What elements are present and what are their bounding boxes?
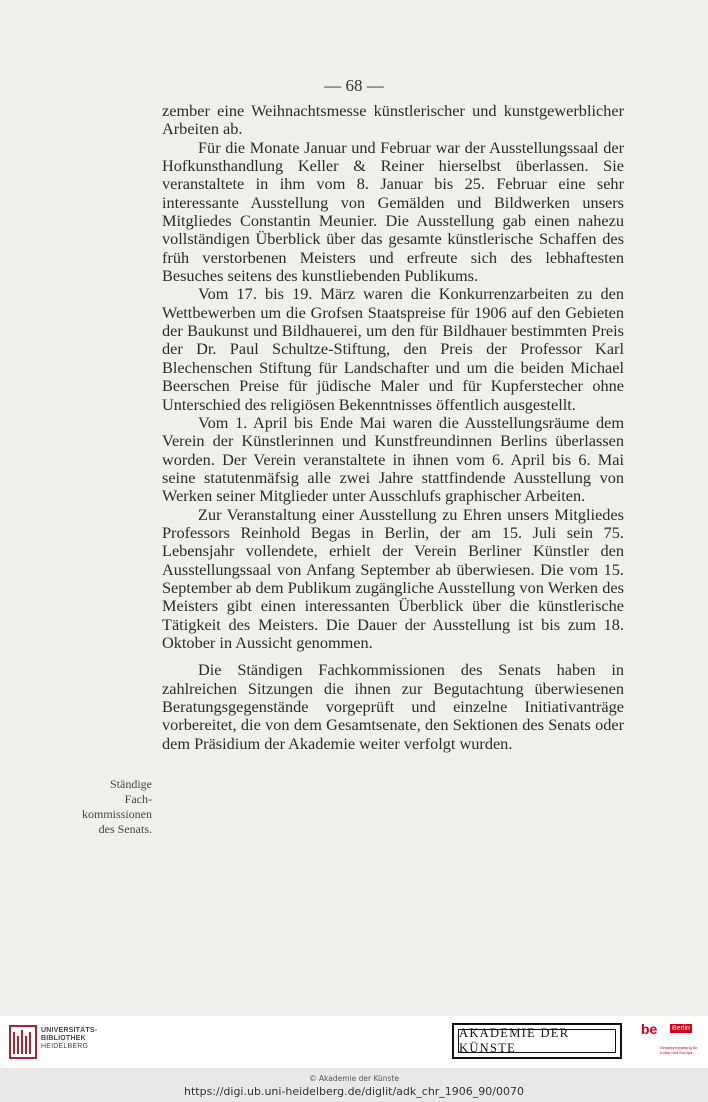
adk-logo[interactable]: [452, 1023, 622, 1059]
margin-note-line: des Senats.: [98, 822, 152, 836]
paragraph: Vom 1. April bis Ende Mai waren die Ausstellungsräume dem Verein der Künstlerinnen und Kunstfreundinnen Berlins überlassen worden. Der Verein veranstaltete in ihnen vom 6. April bis 6. Mai seine statutenmäfsig alle zwei Jahre stattfindende Ausstellung von Werken seiner Mitglieder unter Ausschlufs graphischer Arbeiten.: [162, 412, 624, 506]
paragraph: Zur Veranstaltung einer Ausstellung zu Ehren unsers Mitgliedes Professors Reinhold Begas in Berlin, der am 15. Juli sein 75. Lebensjahr vollendete, erhielt der Verein Berliner Künstler den Ausstellungssaal von Anfang September ab überwiesen. Die vom 15. September ab dem Publikum zugängliche Ausstellung von Werken des Meisters gibt einen interessanten Überblick über die künstlerische Tätigkeit des Meisters. Die Dauer der Ausstellung ist bis zum 18. Oktober in Aussicht genommen.: [162, 504, 624, 652]
permalink-url[interactable]: https://digi.ub.uni-heidelberg.de/diglit/adk_chr_1906_90/0070: [183, 1085, 525, 1098]
body-text: [162, 102, 624, 753]
margin-note-line: kommissionen: [81, 807, 152, 821]
ub-logo-line: UNIVERSITÄTS-: [41, 1027, 98, 1034]
paragraph: Für die Monate Januar und Februar war der Ausstellungssaal der Hofkunsthandlung Keller & Reiner hierselbst überlassen. Sie veranstaltete in ihm vom 8. Januar bis 25. Februar eine sehr interessante Ausstellung von Gemälden und Bildwerken unsers Mitgliedes Constantin Meunier. Die Ausstellung gab einen nahezu vollständigen Überblick über das gesamte künstlerische Schaffen des früh verstorbenen Meisters und erfreute sich des lebhaftesten Besuches seitens des kunstliebenden Publikums.: [162, 137, 624, 286]
paragraph: zember eine Weihnachtsmesse künstlerischer und kunstgewerblicher Arbeiten ab.: [162, 101, 624, 139]
berlin-logo-tag: Berlin: [672, 1025, 690, 1032]
copyright-notice: © Akademie der Künste: [309, 1074, 399, 1083]
page-number: — 68 —: [324, 76, 384, 95]
ub-logo-text: [41, 1027, 97, 1051]
paragraph: Vom 17. bis 19. März waren die Konkurrenzarbeiten zu den Wettbewerben um die Grofsen Staatspreise für 1906 auf den Gebieten der Baukunst und Bildhauerei, um den für Bildhauer bestimmten Preis der Dr. Paul Schultze-Stiftung, den Preis der Professor Karl Blechenschen Stiftung für Landschafter und um die beiden Michael Beerschen Preise für jüdische Maler und für Kupferstecher ohne Unterschied des religiösen Bekenntnisses öffentlich ausgestellt.: [162, 284, 624, 414]
ub-logo-line: HEIDELBERG: [41, 1043, 89, 1050]
adk-logo-label: AKADEMIE DER KÜNSTE: [458, 1029, 616, 1053]
berlin-logo-subtitle: Senatsverwaltung für Kultur und Europa: [660, 1045, 698, 1055]
ub-logo-line: BIBLIOTHEK: [41, 1035, 86, 1042]
paragraph: Die Ständigen Fachkommissionen des Senats haben in zahlreichen Sitzungen die ihnen zur Begutachtung überwiesenen Beratungsgegenstände vorgeprüft und einzelne Initiativanträge vorbereitet, die von dem Gesamtsenate, den Sektionen des Senats oder dem Präsidium der Akademie weiter verfolgt wurden.: [162, 660, 624, 753]
margin-note: [80, 777, 152, 837]
berlin-logo-icon[interactable]: be: [641, 1021, 658, 1037]
margin-note-line: Fach-: [124, 792, 152, 806]
margin-note-line: Ständige: [110, 777, 152, 791]
